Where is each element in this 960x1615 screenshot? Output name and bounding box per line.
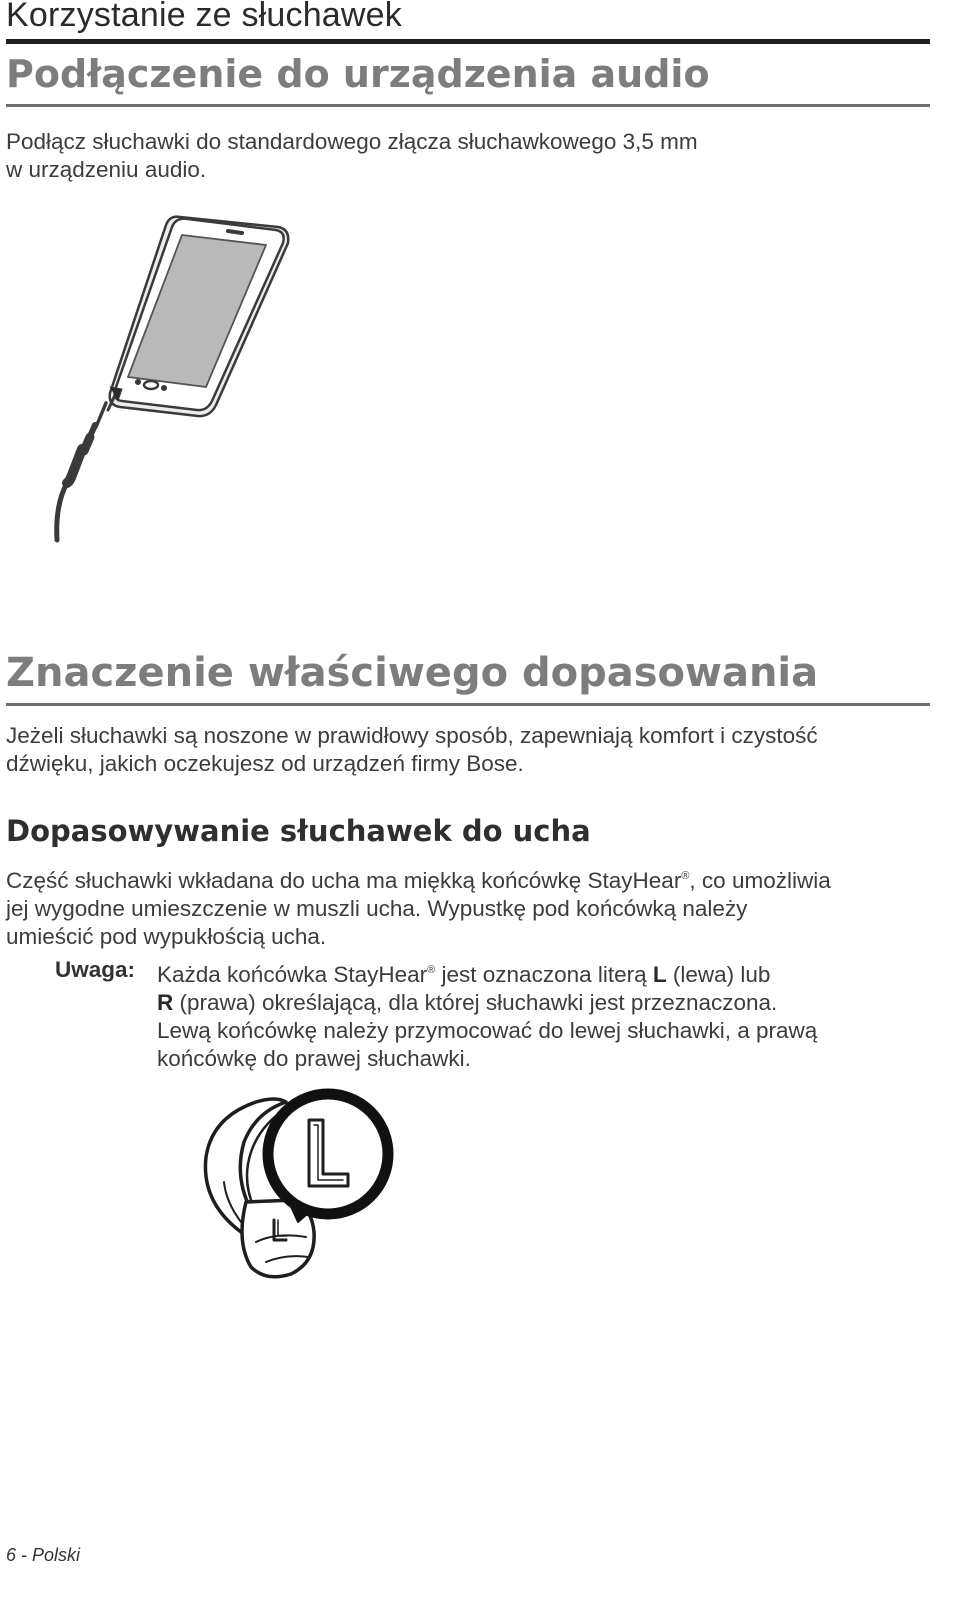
page-header: Korzystanie ze słuchawek	[6, 0, 402, 34]
text-line: R (prawa) określającą, dla której słuchawki jest przeznaczona.	[157, 990, 778, 1015]
text-line: Każda końcówka StayHear® jest oznaczona literą L (lewa) lub	[157, 962, 771, 987]
text-line: Jeżeli słuchawki są noszone w prawidłowy sposób, zapewniają komfort i czystość	[6, 723, 818, 748]
section-title-audio: Podłączenie do urządzenia audio	[6, 52, 710, 96]
section-text-fit	[6, 722, 818, 778]
text-line: Część słuchawki wkładana do ucha ma miękką końcówkę StayHear®, co umożliwia	[6, 868, 831, 893]
text-line: dźwięku, jakich oczekujesz od urządzeń firmy Bose.	[6, 751, 524, 776]
section-rule-fit	[6, 703, 930, 706]
phone-with-headphone-plug-icon	[40, 205, 310, 555]
text-line: Lewą końcówkę należy przymocować do lewej słuchawki, a prawą	[157, 1018, 818, 1043]
page-footer: 6 - Polski	[6, 1545, 81, 1565]
section-text-audio	[6, 128, 698, 184]
header-rule	[6, 39, 930, 44]
section-title-fit: Znaczenie właściwego dopasowania	[6, 650, 819, 696]
note-label: Uwaga:	[55, 957, 136, 982]
text-line: Podłącz słuchawki do standardowego złącza słuchawkowego 3,5 mm	[6, 129, 698, 154]
registered-mark: ®	[681, 870, 690, 882]
text-line: umieścić pod wypukłością ucha.	[6, 924, 327, 949]
earbud-with-l-marker-icon	[196, 1082, 406, 1287]
note-body	[157, 956, 917, 1073]
text-line: w urządzeniu audio.	[6, 157, 207, 182]
section-rule-audio	[6, 104, 930, 107]
text-line: końcówkę do prawej słuchawki.	[157, 1046, 471, 1071]
registered-mark: ®	[427, 964, 436, 976]
subsection-title-ear: Dopasowywanie słuchawek do ucha	[6, 814, 591, 848]
text-line: jej wygodne umieszczenie w muszli ucha. Wypustkę pod końcówką należy	[6, 896, 748, 921]
subsection-text-ear	[6, 862, 831, 951]
